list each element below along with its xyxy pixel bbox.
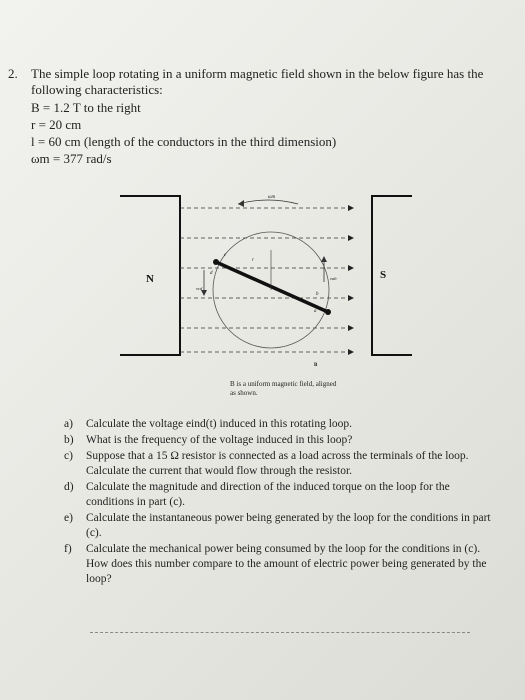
part-text: What is the frequency of the voltage induced in this loop? <box>86 434 353 446</box>
point-c-label: c <box>224 253 227 258</box>
velocity-arrowhead-ab <box>321 256 327 262</box>
part-text: Suppose that a 15 Ω resistor is connected as a load across the terminals of the loop. Calculate the current that would flow through the resistor. <box>86 450 469 477</box>
part-label: c) <box>64 450 73 462</box>
field-arrows <box>348 205 354 355</box>
part-label: f) <box>64 543 72 555</box>
south-pole <box>372 196 412 355</box>
problem-intro: The simple loop rotating in a uniform magnetic field shown in the below figure has the following characteristics: <box>31 66 484 97</box>
param-r: r = 20 cm <box>31 117 82 132</box>
param-b: B = 1.2 T to the right <box>31 100 141 115</box>
radius-label: r <box>252 258 254 263</box>
part-text: Calculate the mechanical power being consumed by the loop for the conditions in (c). How does this number compare to the amount of electric power being generated by the loop? <box>86 543 487 585</box>
loop-diagram <box>118 190 418 370</box>
part-text: Calculate the magnitude and direction of the induced torque on the loop for the conditions in part (c). <box>86 481 450 508</box>
rotation-arc <box>238 200 298 204</box>
part-label: a) <box>64 418 73 430</box>
part-text: Calculate the voltage eind(t) induced in this rotating loop. <box>86 418 353 430</box>
part-text: Calculate the instantaneous power being generated by the loop for the conditions in part (c). <box>86 512 491 539</box>
question-part <box>64 417 494 432</box>
problem-number: 2. <box>8 66 18 81</box>
b-field-label: B <box>314 363 318 368</box>
question-part <box>64 542 494 587</box>
v-ab-label: vab <box>330 276 337 281</box>
conductor-end-ab <box>325 309 331 315</box>
v-cd-label: vcd <box>196 286 203 291</box>
part-label: d) <box>64 481 74 493</box>
field-lines <box>180 208 348 352</box>
question-part <box>64 480 494 510</box>
question-part <box>64 433 494 448</box>
omega-label: ωm <box>268 195 276 200</box>
question-part <box>64 511 494 541</box>
loop-conductor <box>216 262 328 312</box>
north-label: N <box>146 273 154 285</box>
figure-caption: B is a uniform magnetic field, aligned as shown. <box>230 380 337 397</box>
question-parts <box>64 417 494 588</box>
point-d-label: d <box>210 271 213 276</box>
question-part <box>64 449 494 479</box>
part-label: b) <box>64 434 74 446</box>
conductor-end-cd <box>213 259 219 265</box>
part-label: e) <box>64 512 73 524</box>
param-l: l = 60 cm (length of the conductors in the third dimension) <box>31 134 337 149</box>
rotation-arrowhead <box>238 200 244 207</box>
point-a-label: a <box>314 309 317 314</box>
bottom-divider <box>90 632 470 633</box>
point-b-label: b <box>316 292 319 297</box>
south-label: S <box>380 269 387 281</box>
param-omega: ωm = 377 rad/s <box>31 151 112 166</box>
